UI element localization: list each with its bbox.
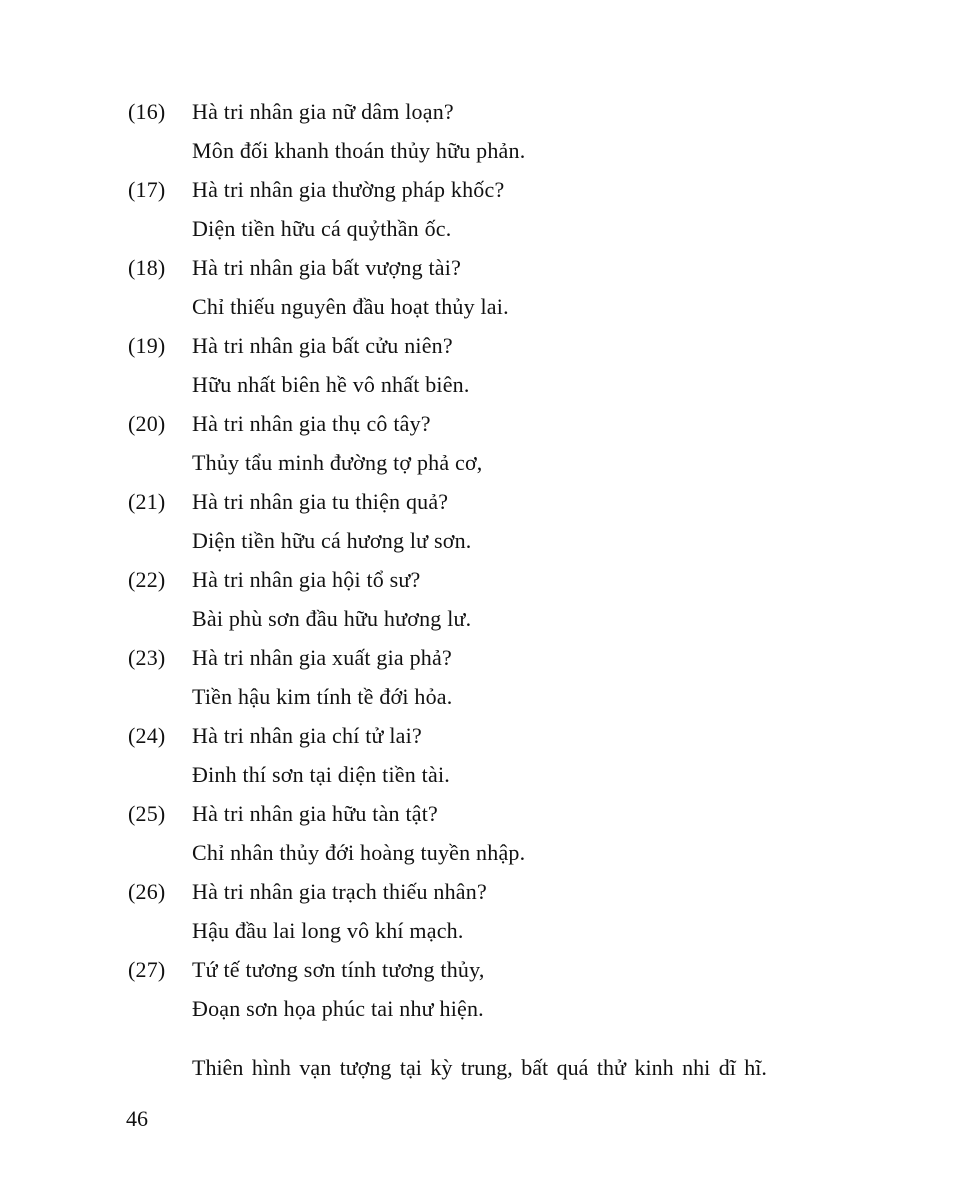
verse-question: Hà tri nhân gia chí tử lai? xyxy=(192,723,422,748)
verse-item xyxy=(128,950,828,1028)
verse-question: Hà tri nhân gia hội tổ sư? xyxy=(192,567,421,592)
verse-answer: Đoạn sơn họa phúc tai như hiện. xyxy=(192,996,484,1021)
verse-question-line xyxy=(128,248,828,287)
verse-item xyxy=(128,716,828,794)
verse-number: (23) xyxy=(128,645,166,670)
verse-answer: Đinh thí sơn tại diện tiền tài. xyxy=(192,762,450,787)
verse-question: Tứ tế tương sơn tính tương thủy, xyxy=(192,957,485,982)
verse-question: Hà tri nhân gia thường pháp khốc? xyxy=(192,177,505,202)
verse-answer: Bài phù sơn đầu hữu hương lư. xyxy=(192,606,472,631)
verse-question-line xyxy=(128,92,828,131)
verse-number: (24) xyxy=(128,723,166,748)
closing-paragraph: Thiên hình vạn tượng tại kỳ trung, bất quá thử kinh nhi dĩ hĩ. xyxy=(192,1055,767,1080)
verse-question-line xyxy=(128,638,828,677)
verse-item xyxy=(128,248,828,326)
verse-question-line xyxy=(128,326,828,365)
verse-number: (25) xyxy=(128,801,166,826)
verse-number: (26) xyxy=(128,879,166,904)
verse-question-line xyxy=(128,170,828,209)
verse-question-line xyxy=(128,716,828,755)
page-number: 46 xyxy=(126,1106,148,1131)
verse-number: (22) xyxy=(128,567,166,592)
verse-question: Hà tri nhân gia bất vượng tài? xyxy=(192,255,462,280)
verse-question: Hà tri nhân gia xuất gia phả? xyxy=(192,645,452,670)
verse-answer: Diện tiền hữu cá hương lư sơn. xyxy=(192,528,472,553)
verse-item xyxy=(128,638,828,716)
verse-question-line xyxy=(128,872,828,911)
verse-item xyxy=(128,482,828,560)
verse-answer: Môn đối khanh thoán thủy hữu phản. xyxy=(192,138,526,163)
verse-answer: Hậu đầu lai long vô khí mạch. xyxy=(192,918,464,943)
verse-answer: Tiền hậu kim tính tề đới hỏa. xyxy=(192,684,453,709)
verse-question: Hà tri nhân gia thụ cô tây? xyxy=(192,411,431,436)
verse-answer: Hữu nhất biên hề vô nhất biên. xyxy=(192,372,470,397)
verse-question-line xyxy=(128,482,828,521)
verse-answer: Diện tiền hữu cá quỷthần ốc. xyxy=(192,216,452,241)
verse-item xyxy=(128,170,828,248)
verse-question: Hà tri nhân gia bất cửu niên? xyxy=(192,333,453,358)
verse-item xyxy=(128,326,828,404)
verse-question: Hà tri nhân gia trạch thiếu nhân? xyxy=(192,879,487,904)
verse-number: (18) xyxy=(128,255,166,280)
verse-question-line xyxy=(128,794,828,833)
verse-number: (17) xyxy=(128,177,166,202)
verse-question: Hà tri nhân gia nữ dâm loạn? xyxy=(192,99,454,124)
verse-question: Hà tri nhân gia hữu tàn tật? xyxy=(192,801,438,826)
verse-question: Hà tri nhân gia tu thiện quả? xyxy=(192,489,449,514)
verse-answer: Chỉ nhân thủy đới hoàng tuyền nhập. xyxy=(192,840,526,865)
verse-number: (20) xyxy=(128,411,166,436)
verse-item xyxy=(128,794,828,872)
verse-number: (16) xyxy=(128,99,166,124)
verse-question-line xyxy=(128,560,828,599)
verse-answer: Chỉ thiếu nguyên đầu hoạt thủy lai. xyxy=(192,294,509,319)
verse-item xyxy=(128,872,828,950)
verse-item xyxy=(128,560,828,638)
verse-number: (19) xyxy=(128,333,166,358)
verse-answer: Thủy tẩu minh đường tợ phả cơ, xyxy=(192,450,483,475)
verse-question-line xyxy=(128,404,828,443)
verse-item xyxy=(128,92,828,170)
verse-item xyxy=(128,404,828,482)
verse-number: (27) xyxy=(128,957,166,982)
verse-question-line xyxy=(128,950,828,989)
verse-number: (21) xyxy=(128,489,166,514)
verse-list xyxy=(128,92,828,1028)
